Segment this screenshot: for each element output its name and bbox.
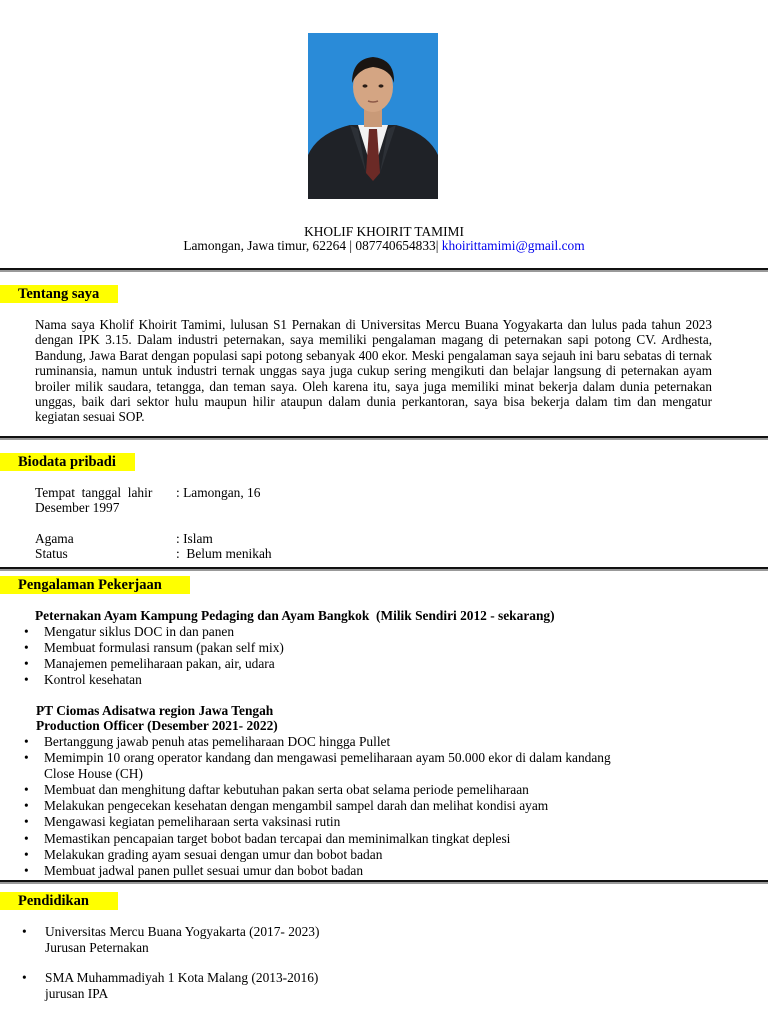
list-item: • Membuat jadwal panen pullet sesuai umur dan bobot badan — [20, 863, 640, 879]
list-item: • Manajemen pemeliharaan pakan, air, udara — [20, 656, 720, 672]
birth-value-cont: Desember 1997 — [35, 500, 120, 515]
profile-photo — [308, 33, 438, 199]
list-item: • Bertanggung jawab penuh atas pemeliharaan DOC hingga Pullet — [20, 734, 640, 750]
religion-label: Agama — [35, 531, 74, 546]
school-major: jurusan IPA — [45, 985, 109, 1001]
section-title-about: Tentang saya — [0, 285, 118, 303]
list-item: • Memimpin 10 orang operator kandang dan mengawasi pemeliharaan ayam 50.000 ekor di dalam kandang Close House (CH) — [20, 750, 640, 782]
bullet-icon: • — [22, 970, 27, 985]
list-item — [22, 970, 318, 1001]
email-link[interactable]: khoirittamimi@gmail.com — [441, 238, 585, 253]
section-title-education: Pendidikan — [0, 892, 118, 910]
status-label: Status — [35, 546, 68, 561]
list-item: • Membuat dan menghitung daftar kebutuhan pakan serta obat selama periode pemeliharaan — [20, 782, 640, 798]
about-paragraph: Nama saya Kholif Khoirit Tamimi, lulusan S1 Pernakan di Universitas Mercu Buana Yogyakarta dan lulus pada tahun 2023 dengan IPK 3.15. Dalam industri peternakan, saya memiliki pengalaman magang di peternakan sapi potong CV. Ardhesta, Bandung, Jawa Barat dengan populasi sapi potong sebanyak 400 ekor. Meski pengalaman saya sejauh ini baru sebatas di ternak ruminansia, namun untuk industri ternak unggas saya juga cukup sering mengikuti dan belajar langsung di peternakan ayam broiler milik saudara, tetangga, dan teman saya. Oleh karena itu, saya juga memiliki minat bekerja dalam dunia peternakan unggas, baik dari sektor hulu maupun hilir ataupun dalam dunia perkantoran, saya bisa bekerja dalam tim dan mengatur kegiatan sesuai SOP. — [35, 317, 712, 425]
list-item: • Memastikan pencapaian target bobot badan tercapai dan meminimalkan tingkat deplesi — [20, 831, 640, 847]
divider — [0, 436, 768, 438]
list-item: • Melakukan grading ayam sesuai dengan umur dan bobot badan — [20, 847, 640, 863]
religion-value: : Islam — [176, 531, 213, 546]
job-duties-list — [20, 624, 720, 688]
job-duties-list — [20, 734, 640, 879]
job-title: Peternakan Ayam Kampung Pedaging dan Ayam Bangkok (Milik Sendiri 2012 - sekarang) — [35, 608, 555, 623]
school-name: Universitas Mercu Buana Yogyakarta (2017- 2023) — [45, 924, 320, 939]
list-item: • Kontrol kesehatan — [20, 672, 720, 688]
contact-text: Lamongan, Jawa timur, 62264 | 087740654833| — [183, 238, 442, 253]
list-item: • Mengawasi kegiatan pemeliharaan serta vaksinasi rutin — [20, 814, 640, 830]
job-title: PT Ciomas Adisatwa region Jawa Tengah — [36, 703, 274, 718]
full-name: KHOLIF KHOIRIT TAMIMI — [304, 224, 464, 239]
education-entry — [22, 970, 318, 1001]
bullet-icon: • — [22, 924, 27, 939]
divider — [0, 880, 768, 882]
birth-label: Tempat tanggal lahir — [35, 485, 153, 500]
list-item — [22, 924, 319, 955]
school-name: SMA Muhammadiyah 1 Kota Malang (2013-2016) — [45, 970, 319, 985]
job-role: Production Officer (Desember 2021- 2022) — [36, 718, 278, 733]
birth-value: : Lamongan, 16 — [176, 485, 261, 500]
list-item: • Membuat formulasi ransum (pakan self mix) — [20, 640, 720, 656]
list-item: • Melakukan pengecekan kesehatan dengan mengambil sampel darah dan melihat kondisi ayam — [20, 798, 640, 814]
education-entry — [22, 924, 319, 955]
contact-info — [0, 238, 768, 254]
section-title-experience: Pengalaman Pekerjaan — [0, 576, 190, 594]
divider — [0, 567, 768, 569]
list-item: • Mengatur siklus DOC in dan panen — [20, 624, 720, 640]
divider — [0, 268, 768, 270]
section-title-biodata: Biodata pribadi — [0, 453, 135, 471]
biodata-birth — [35, 485, 261, 501]
status-value: : Belum menikah — [176, 546, 272, 561]
school-major: Jurusan Peternakan — [45, 939, 149, 955]
